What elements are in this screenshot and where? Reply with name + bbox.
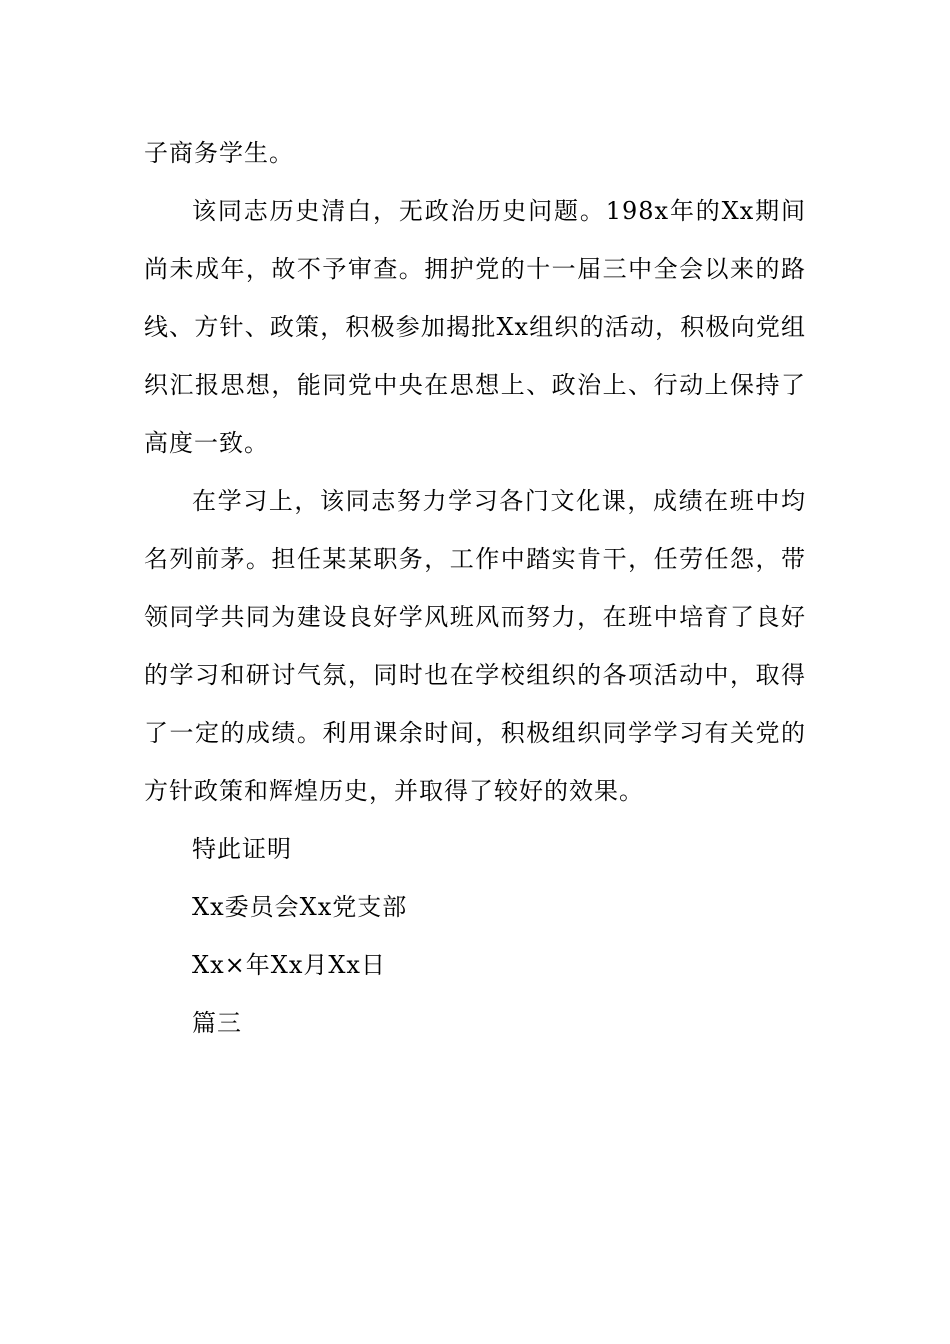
signature-date: Xx×年Xx月Xx日	[192, 951, 386, 979]
paragraph-continuation: 子商务学生。	[144, 139, 294, 167]
paragraph-study-performance: 在学习上，该同志努力学习各门文化课，成绩在班中均名列前茅。担任某某职务，工作中踏实肯干，任劳任怨，带领同学共同为建设良好学风班风而努力，在班中培育了良好的学习和研讨气氛，同时也在学校组织的各项活动中，取得了一定的成绩。利用课余时间，积极组织同学学习有关党的方针政策和辉煌历史，并取得了较好的效果。	[144, 487, 806, 805]
closing-statement: 特此证明	[192, 835, 292, 863]
section-heading: 篇三	[192, 1009, 242, 1037]
paragraph-political-history: 该同志历史清白，无政治历史问题。198x年的Xx期间尚未成年，故不予审查。拥护党的十一届三中全会以来的路线、方针、政策，积极参加揭批Xx组织的活动，积极向党组织汇报思想，能同党中央在思想上、政治上、行动上保持了高度一致。	[144, 197, 806, 457]
document-body	[144, 124, 806, 1052]
signature-organization: Xx委员会Xx党支部	[192, 893, 408, 921]
